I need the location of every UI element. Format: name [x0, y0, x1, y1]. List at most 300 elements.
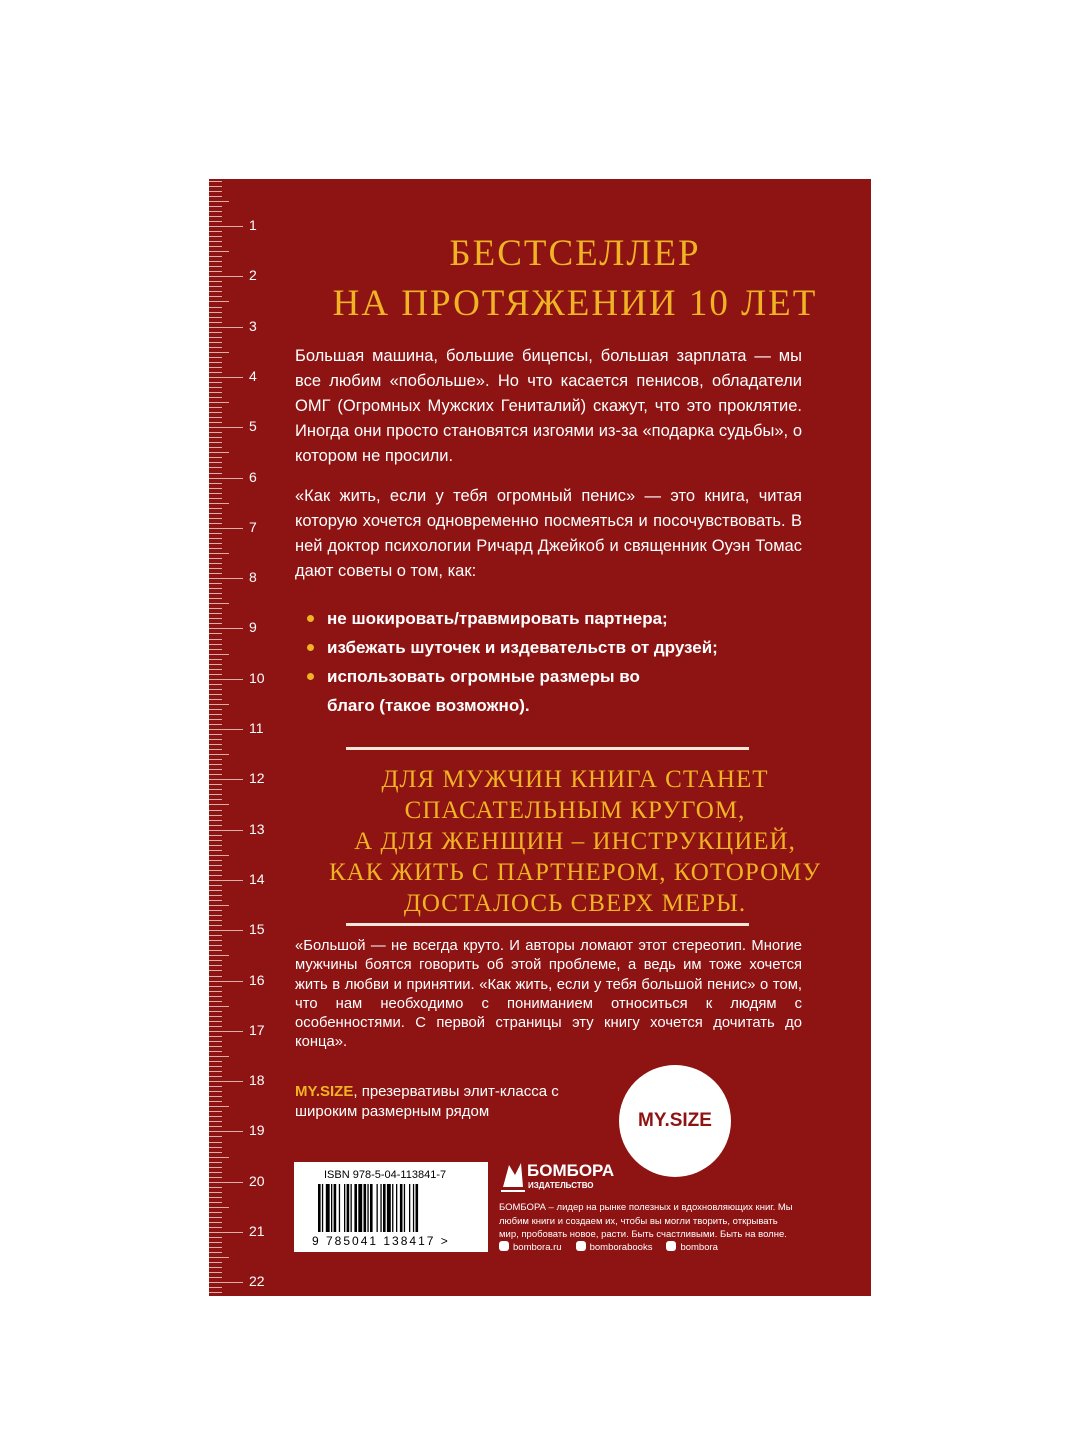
ruler-tick: [209, 462, 222, 463]
ruler-tick: [209, 583, 222, 584]
ruler-tick: [209, 296, 222, 297]
barcode-bar: [409, 1184, 410, 1232]
barcode-bar: [339, 1184, 340, 1232]
ruler-tick: [209, 1207, 229, 1208]
ruler-tick: [209, 659, 222, 660]
ruler-tick: [209, 981, 243, 982]
publisher-subtitle: ИЗДАТЕЛЬСТВО: [528, 1181, 594, 1190]
ruler-tick: [209, 1242, 222, 1243]
ruler-tick: [209, 1212, 222, 1213]
barcode-bar: [404, 1184, 405, 1232]
ruler-tick: [209, 950, 222, 951]
ruler-tick: [209, 1142, 222, 1143]
ruler-number: 2: [249, 267, 257, 284]
ruler-tick: [209, 312, 222, 313]
barcode-bar: [318, 1184, 321, 1232]
barcode-bar: [334, 1184, 337, 1232]
barcode-bar: [322, 1184, 323, 1232]
ruler-tick: [209, 925, 222, 926]
ruler-tick: [209, 342, 222, 343]
ruler-tick: [209, 447, 222, 448]
ruler-tick: [209, 392, 222, 393]
ruler-tick: [209, 206, 222, 207]
ruler-tick: [209, 246, 222, 247]
ruler-tick: [209, 794, 222, 795]
ruler-number: 16: [249, 971, 265, 988]
ruler-tick: [209, 623, 222, 624]
ruler-tick: [209, 407, 222, 408]
ruler-tick: [209, 976, 222, 977]
ruler-tick: [209, 679, 243, 680]
ruler-tick: [209, 226, 243, 227]
ruler-tick: [209, 754, 229, 755]
ruler-tick: [209, 412, 222, 413]
ruler-tick: [209, 1131, 243, 1132]
ruler-tick: [209, 945, 222, 946]
ruler-tick: [209, 1031, 243, 1032]
ruler-tick: [209, 633, 222, 634]
ruler-tick: [209, 769, 222, 770]
ruler-tick: [209, 266, 222, 267]
ruler-tick: [209, 563, 222, 564]
ruler-tick: [209, 317, 222, 318]
book-back-cover: [209, 179, 871, 1296]
ruler-number: 5: [249, 418, 257, 435]
barcode-bar: [377, 1184, 378, 1232]
publisher-name: БОМБОРА: [527, 1161, 615, 1180]
description-paragraph: «Как жить, если у тебя огромный пенис» — это книга, читая которую хочется одновременно посмеяться и посочувствовать. В ней доктор психологии Ричард Джейкоб и священник Оуэн Томас дают советы о том, как:: [295, 487, 802, 580]
ruler-tick: [209, 1257, 229, 1258]
bullet-dot-icon: [307, 615, 314, 622]
ruler-tick: [209, 322, 222, 323]
ruler-number: 17: [249, 1021, 265, 1038]
barcode-bar: [358, 1184, 362, 1232]
ruler-tick: [209, 1121, 222, 1122]
ruler-tick: [209, 1272, 222, 1273]
ruler-tick: [209, 1011, 222, 1012]
ruler-number: 11: [249, 720, 264, 736]
barcode-bar: [413, 1184, 414, 1232]
ruler-tick: [209, 1157, 229, 1158]
sponsor-brand: MY.SIZE: [295, 1083, 354, 1100]
sponsor-line: [295, 1082, 585, 1122]
ruler-tick: [209, 1096, 222, 1097]
ruler-tick: [209, 1247, 222, 1248]
ruler-number: 19: [249, 1122, 265, 1139]
ruler-tick: [209, 820, 222, 821]
ruler-tick: [209, 301, 229, 302]
ruler-tick: [209, 1282, 243, 1283]
ruler-tick: [209, 734, 222, 735]
ruler-tick: [209, 1292, 222, 1293]
ruler-tick: [209, 201, 229, 202]
bullet-dot-icon: [307, 644, 314, 651]
barcode-bar: [400, 1184, 403, 1232]
ruler-tick: [209, 940, 222, 941]
ruler-tick: [209, 598, 222, 599]
ruler-tick: [209, 231, 222, 232]
ruler-tick: [209, 573, 222, 574]
ruler-tick: [209, 256, 222, 257]
ruler-tick: [209, 1056, 229, 1057]
ruler-tick: [209, 835, 222, 836]
social-telegram[interactable]: bombora: [666, 1241, 718, 1253]
ruler-tick: [209, 241, 222, 242]
ruler-tick: [209, 784, 222, 785]
ruler-tick: [209, 845, 222, 846]
ruler-tick: [209, 965, 222, 966]
ruler-tick: [209, 970, 222, 971]
ruler-tick: [209, 347, 222, 348]
ruler-tick: [209, 281, 222, 282]
vk-icon: [576, 1241, 586, 1251]
ruler-tick: [209, 1162, 222, 1163]
ruler-number: 22: [249, 1273, 265, 1290]
ruler-tick: [209, 568, 222, 569]
ruler-tick: [209, 196, 222, 197]
ruler-tick: [209, 880, 243, 881]
quote-line: ДОСТАЛОСЬ СВЕРХ МЕРЫ.: [403, 890, 747, 917]
ruler-tick: [209, 1036, 222, 1037]
ruler-tick: [209, 1252, 222, 1253]
ruler-tick: [209, 870, 222, 871]
ruler-tick: [209, 518, 222, 519]
ruler-tick: [209, 674, 222, 675]
ruler-tick: [209, 860, 222, 861]
ruler-tick: [209, 759, 222, 760]
ruler-tick: [209, 744, 222, 745]
ruler-tick: [209, 498, 222, 499]
ruler-tick: [209, 739, 222, 740]
ruler-tick: [209, 1066, 222, 1067]
ruler-tick: [209, 488, 222, 489]
ruler-tick: [209, 588, 222, 589]
ruler-tick: [209, 387, 222, 388]
ruler-tick: [209, 694, 222, 695]
ruler-tick: [209, 709, 222, 710]
ruler-tick: [209, 1081, 243, 1082]
publisher-about: БОМБОРА – лидер на рынке полезных и вдохновляющих книг. Мы любим книги и создаем их, чтобы вы могли творить, открывать мир, пробовать новое, расти. Быть счастливыми. Быть на волне.: [499, 1202, 793, 1240]
ruler-number: 6: [249, 468, 257, 485]
ruler-number: 10: [249, 669, 265, 686]
barcode-bar: [326, 1184, 330, 1232]
ruler-tick: [209, 467, 222, 468]
ruler-tick: [209, 181, 222, 182]
ruler-tick: [209, 1262, 222, 1263]
intro-paragraph: Большая машина, большие бицепсы, большая зарплата — мы все любим «побольше». Но что касается пенисов, обладатели ОМГ (Огромных Мужских Гениталий) скажут, что это проклятие. Иногда они просто становятся изгоями из-за «подарка судьбы», о котором не просили.: [295, 347, 802, 465]
ruler-tick: [209, 382, 222, 383]
sponsor-logo-text: MY.SIZE: [638, 1110, 712, 1131]
review-paragraph: «Большой — не всегда круто. И авторы ломают этот стереотип. Многие мужчины боятся говорить об этой проблеме, а ведь им тоже хочется жить в любви и принятии. «Как жить, если у тебя большой пенис» о том, что нам необходимо с пониманием относиться к людям с особенностями. С первой страницы эту книгу хочется дочитать до конца».: [295, 938, 802, 1051]
barcode-bar: [387, 1184, 391, 1232]
ruler-tick: [209, 442, 222, 443]
ruler-tick: [209, 1101, 222, 1102]
ruler-number: 12: [249, 770, 265, 787]
ruler-tick: [209, 764, 222, 765]
ruler-tick: [209, 221, 222, 222]
ruler-number: 7: [249, 518, 257, 535]
ruler-tick: [209, 618, 222, 619]
barcode-box: [294, 1162, 488, 1252]
ruler-tick: [209, 714, 222, 715]
ruler-tick: [209, 352, 229, 353]
barcode-bar: [351, 1184, 352, 1232]
ruler-tick: [209, 1287, 222, 1288]
ruler-tick: [209, 1177, 222, 1178]
ruler-tick: [209, 991, 222, 992]
ruler-tick: [209, 236, 222, 237]
ruler-tick: [209, 885, 222, 886]
ruler-tick: [209, 478, 243, 479]
ruler-tick: [209, 704, 229, 705]
ruler-tick: [209, 699, 222, 700]
ruler-tick: [209, 1091, 222, 1092]
ruler-tick: [209, 1106, 229, 1107]
ruler-tick: [209, 473, 222, 474]
ruler-tick: [209, 689, 222, 690]
ruler-tick: [209, 1197, 222, 1198]
ruler-tick: [209, 191, 222, 192]
ruler-tick: [209, 452, 229, 453]
ruler-tick: [209, 815, 222, 816]
ruler-tick: [209, 397, 222, 398]
ruler-tick: [209, 900, 222, 901]
ruler-tick: [209, 286, 222, 287]
ruler-tick: [209, 729, 243, 730]
ruler-number: 20: [249, 1172, 265, 1189]
barcode-icon: [316, 1184, 476, 1232]
ruler-tick: [209, 1026, 222, 1027]
ruler-tick: [209, 211, 222, 212]
barcode-bar: [370, 1184, 373, 1232]
bullet-item: не шокировать/травмировать партнера;: [327, 604, 797, 633]
social-site[interactable]: bombora.ru: [499, 1241, 562, 1253]
globe-icon: [499, 1241, 509, 1251]
ruler-tick: [209, 1222, 222, 1223]
ruler-tick: [209, 372, 222, 373]
ruler-tick: [209, 538, 222, 539]
quote-line: СПАСАТЕЛЬНЫМ КРУГОМ,: [404, 797, 746, 824]
ruler-tick: [209, 804, 229, 805]
ruler-tick: [209, 457, 222, 458]
ruler-tick: [209, 1217, 222, 1218]
barcode-bar: [354, 1184, 357, 1232]
ruler-tick: [209, 493, 222, 494]
ruler-tick: [209, 1111, 222, 1112]
headline-line-2: НА ПРОТЯЖЕНИИ 10 ЛЕТ: [332, 283, 818, 324]
ruler-tick: [209, 186, 222, 187]
ruler-tick: [209, 271, 222, 272]
ruler-tick: [209, 1152, 222, 1153]
ruler-tick: [209, 1202, 222, 1203]
ruler-tick: [209, 357, 222, 358]
ruler-tick: [209, 830, 243, 831]
ruler-number: 4: [249, 367, 257, 384]
ruler-tick: [209, 327, 243, 328]
bullet-item: использовать огромные размеры во благо (такое возможно).: [327, 662, 667, 720]
quote-line: А ДЛЯ ЖЕНЩИН – ИНСТРУКЦИЕЙ,: [354, 828, 796, 855]
ruler-tick: [209, 367, 222, 368]
ruler-tick: [209, 1071, 222, 1072]
ruler-tick: [209, 789, 222, 790]
ruler-tick: [209, 986, 222, 987]
ruler-tick: [209, 865, 222, 866]
bullet-item: избежать шуточек и издевательств от друзей;: [327, 633, 797, 662]
bullet-list: [327, 604, 797, 720]
ruler-tick: [209, 639, 222, 640]
ruler-tick: [209, 1041, 222, 1042]
ruler-tick: [209, 825, 222, 826]
ruler-number: 14: [249, 870, 265, 887]
headline-line-1: БЕСТСЕЛЛЕР: [449, 233, 701, 274]
ruler-tick: [209, 593, 222, 594]
ruler-tick: [209, 840, 222, 841]
ruler-tick: [209, 251, 229, 252]
ruler-tick: [209, 437, 222, 438]
ruler-tick: [209, 523, 222, 524]
ruler-tick: [209, 548, 222, 549]
ruler-tick: [209, 377, 243, 378]
ruler-tick: [209, 1116, 222, 1117]
pull-quote: [279, 764, 871, 919]
isbn-text: ISBN 978-5-04-113841-7: [324, 1169, 447, 1181]
barcode-bar: [396, 1184, 397, 1232]
ruler-tick: [209, 1227, 222, 1228]
ruler-tick: [209, 1021, 222, 1022]
ruler-tick: [209, 337, 222, 338]
barcode-bar: [380, 1184, 381, 1232]
headline: [279, 229, 871, 329]
ruler-tick: [209, 1192, 222, 1193]
ruler-number: 15: [249, 921, 265, 938]
barcode-digits: 9 785041 138417 >: [312, 1234, 450, 1248]
ruler-tick: [209, 553, 229, 554]
ruler-tick: [209, 1232, 243, 1233]
ruler-number: 9: [249, 619, 257, 636]
ruler-tick: [209, 1147, 222, 1148]
sponsor-logo-circle: [619, 1065, 731, 1177]
ruler-tick: [209, 1016, 222, 1017]
ruler-tick: [209, 628, 243, 629]
ruler-tick: [209, 960, 222, 961]
social-vk[interactable]: bomborabooks: [576, 1241, 653, 1253]
ruler-tick: [209, 664, 222, 665]
ruler-tick: [209, 1126, 222, 1127]
ruler-tick: [209, 291, 222, 292]
ruler-tick: [209, 427, 243, 428]
ruler-tick: [209, 528, 243, 529]
ruler-tick: [209, 1277, 222, 1278]
ruler-tick: [209, 915, 222, 916]
ruler-tick: [209, 684, 222, 685]
barcode-bar: [383, 1184, 386, 1232]
ruler-tick: [209, 1182, 243, 1183]
ruler-tick: [209, 432, 222, 433]
ruler-tick: [209, 935, 222, 936]
ruler-tick: [209, 533, 222, 534]
ruler-tick: [209, 855, 229, 856]
ruler-tick: [209, 513, 222, 514]
ruler-tick: [209, 332, 222, 333]
ruler-tick: [209, 649, 222, 650]
barcode-bar: [392, 1184, 393, 1232]
quote-line: КАК ЖИТЬ С ПАРТНЕРОМ, КОТОРОМУ: [328, 859, 822, 886]
ruler-tick: [209, 895, 222, 896]
ruler-tick: [209, 654, 229, 655]
ruler-tick: [209, 422, 222, 423]
ruler-tick: [209, 1001, 222, 1002]
ruler-tick: [209, 1187, 222, 1188]
ruler-tick: [209, 503, 229, 504]
ruler-number: 21: [249, 1223, 265, 1239]
ruler-tick: [209, 875, 222, 876]
ruler-tick: [209, 644, 222, 645]
ruler-number: 8: [249, 569, 257, 586]
ruler-number: 1: [249, 217, 257, 233]
ruler-tick: [209, 1006, 229, 1007]
ruler-tick: [209, 749, 222, 750]
ruler-tick: [209, 996, 222, 997]
barcode-bar: [331, 1184, 332, 1232]
ruler: [209, 179, 279, 1296]
ruler-tick: [209, 850, 222, 851]
barcode-bar: [416, 1184, 419, 1232]
ruler-tick: [209, 543, 222, 544]
telegram-icon: [666, 1241, 676, 1251]
ruler-tick: [209, 1267, 222, 1268]
ruler-tick: [209, 905, 229, 906]
ruler-tick: [209, 1172, 222, 1173]
ruler-tick: [209, 774, 222, 775]
ruler-tick: [209, 1136, 222, 1137]
ruler-number: 18: [249, 1072, 265, 1089]
ruler-tick: [209, 613, 222, 614]
ruler-tick: [209, 669, 222, 670]
ruler-tick: [209, 578, 243, 579]
ruler-tick: [209, 799, 222, 800]
ruler-tick: [209, 307, 222, 308]
social-links: [499, 1241, 718, 1253]
ruler-tick: [209, 216, 222, 217]
ruler-tick: [209, 1051, 222, 1052]
bullet-dot-icon: [307, 673, 314, 680]
ruler-tick: [209, 724, 222, 725]
divider-bottom: [346, 923, 749, 926]
ruler-tick: [209, 890, 222, 891]
ruler-tick: [209, 608, 222, 609]
ruler-number: 13: [249, 820, 265, 837]
quote-line: ДЛЯ МУЖЧИН КНИГА СТАНЕТ: [381, 766, 769, 793]
ruler-tick: [209, 810, 222, 811]
ruler-tick: [209, 276, 243, 277]
ruler-tick: [209, 1061, 222, 1062]
ruler-tick: [209, 930, 243, 931]
ruler-tick: [209, 1167, 222, 1168]
divider-top: [346, 747, 749, 750]
barcode-bar: [364, 1184, 367, 1232]
ruler-tick: [209, 1237, 222, 1238]
ruler-tick: [209, 955, 229, 956]
ruler-tick: [209, 1086, 222, 1087]
barcode-bar: [347, 1184, 350, 1232]
ruler-number: 3: [249, 317, 257, 334]
ruler-tick: [209, 508, 222, 509]
ruler-tick: [209, 402, 229, 403]
ruler-tick: [209, 417, 222, 418]
ruler-tick: [209, 603, 229, 604]
ruler-tick: [209, 483, 222, 484]
sponsor-text: , презервативы элит-класса с широким размерным рядом: [295, 1083, 559, 1120]
